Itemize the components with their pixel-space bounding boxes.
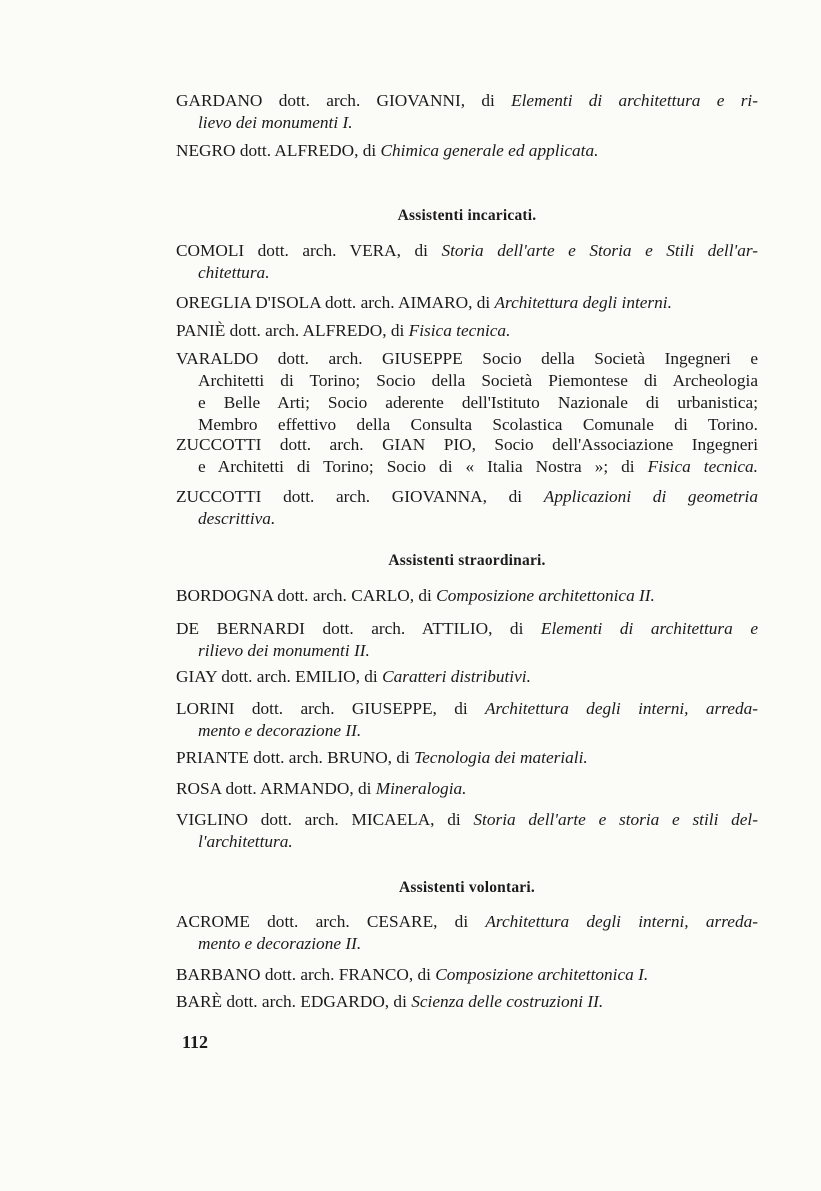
entry-line: e Architetti di Torino; Socio di « Italia Nostra »; di Fisica tecnica. (198, 457, 759, 476)
entry-line: rilievo dei monumenti II. (198, 641, 370, 660)
entry-line: GIAY dott. arch. EMILIO, di Caratteri distributivi. (176, 667, 531, 686)
entry-line: e Belle Arti; Socio aderente dell'Istituto Nazionale di urbanistica; (198, 393, 758, 412)
entry-gardano (176, 90, 758, 134)
entry-zuccotti-giovanna (176, 486, 758, 530)
entry-line: BARBANO dott. arch. FRANCO, di Composizione architettonica I. (176, 965, 649, 984)
entry-line: l'architettura. (198, 832, 293, 851)
entry-line: mento e decorazione II. (198, 721, 362, 740)
entry-line: BARÈ dott. arch. EDGARDO, di Scienza delle costruzioni II. (176, 992, 604, 1011)
entry-bordogna (176, 585, 758, 607)
entry-line: GARDANO dott. arch. GIOVANNI, di Elementi di architettura e ri- (176, 91, 758, 110)
entry-line: ROSA dott. ARMANDO, di Mineralogia. (176, 779, 467, 798)
entry-rosa (176, 778, 758, 800)
entry-varaldo (176, 348, 758, 436)
entry-line: OREGLIA D'ISOLA dott. arch. AIMARO, di Architettura degli interni. (176, 293, 672, 312)
entry-line: descrittiva. (198, 509, 276, 528)
entry-line: PRIANTE dott. arch. BRUNO, di Tecnologia dei materiali. (176, 748, 588, 767)
heading-assistenti-volontari: Assistenti volontari. (399, 879, 535, 896)
entry-zuccotti-gian-pio (176, 434, 758, 478)
entry-comoli (176, 240, 758, 284)
entry-line: VIGLINO dott. arch. MICAELA, di Storia dell'arte e storia e stili del- (176, 810, 758, 829)
entry-giay (176, 666, 758, 688)
entry-priante (176, 747, 758, 769)
entry-bare (176, 991, 758, 1013)
page-number: 112 (182, 1032, 209, 1052)
entry-barbano (176, 964, 758, 986)
entry-line: NEGRO dott. ALFREDO, di Chimica generale ed applicata. (176, 141, 599, 160)
entry-lorini (176, 698, 758, 742)
entry-line: lievo dei monumenti I. (198, 113, 353, 132)
heading-assistenti-incaricati: Assistenti incaricati. (397, 207, 537, 224)
entry-line: ZUCCOTTI dott. arch. GIOVANNA, di Applicazioni di geometria (176, 487, 759, 506)
entry-de-bernardi (176, 618, 758, 662)
entry-line: VARALDO dott. arch. GIUSEPPE Socio della Società Ingegneri e (176, 349, 758, 368)
entry-line: LORINI dott. arch. GIUSEPPE, di Architettura degli interni, arreda- (176, 699, 758, 718)
entry-negro (176, 140, 758, 162)
entry-panie (176, 320, 758, 342)
entry-line: Membro effettivo della Consulta Scolastica Comunale di Torino. (198, 415, 758, 434)
entry-line: mento e decorazione II. (198, 934, 362, 953)
entry-line: BORDOGNA dott. arch. CARLO, di Composizione architettonica II. (176, 586, 655, 605)
entry-line: PANIÈ dott. arch. ALFREDO, di Fisica tecnica. (176, 321, 511, 340)
entry-line: ZUCCOTTI dott. arch. GIAN PIO, Socio dell'Associazione Ingegneri (176, 435, 758, 454)
entry-line: ACROME dott. arch. CESARE, di Architettura degli interni, arreda- (176, 912, 758, 931)
entry-oreglia (176, 292, 758, 314)
entry-line: COMOLI dott. arch. VERA, di Storia dell'arte e Storia e Stili dell'ar- (176, 241, 758, 260)
heading-assistenti-straordinari: Assistenti straordinari. (388, 552, 546, 569)
entry-line: chitettura. (198, 263, 270, 282)
entry-line: DE BERNARDI dott. arch. ATTILIO, di Elementi di architettura e (176, 619, 758, 638)
entry-acrome (176, 911, 758, 955)
entry-viglino (176, 809, 758, 853)
entry-line: Architetti di Torino; Socio della Società Piemontese di Archeologia (198, 371, 758, 390)
